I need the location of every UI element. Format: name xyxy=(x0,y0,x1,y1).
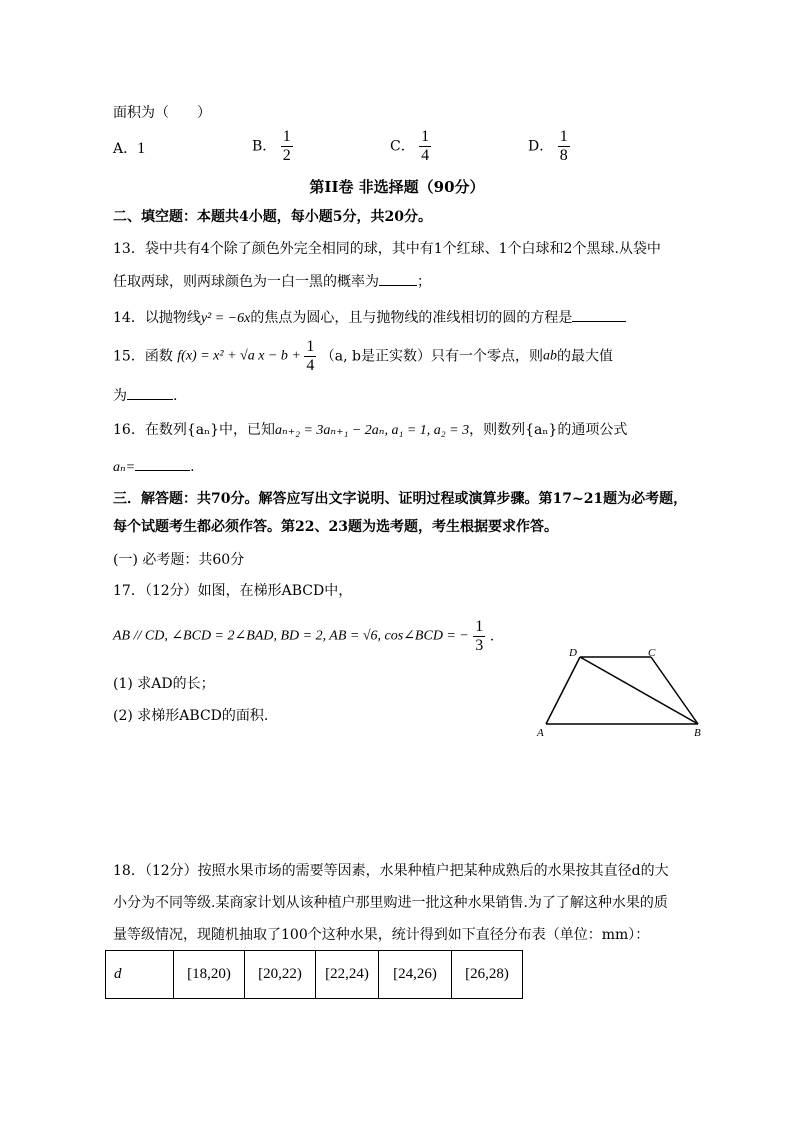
option-a-label: A． xyxy=(113,141,138,157)
q12-tail: 面积为（ ） xyxy=(113,105,211,121)
label-c: C xyxy=(648,647,656,659)
q12-option-c xyxy=(390,128,431,165)
label-a: A xyxy=(537,727,544,739)
q14-line xyxy=(113,307,626,328)
q13-text: 任取两球，则两球颜色为一白一黑的概率为 xyxy=(113,274,379,290)
frac-den: 8 xyxy=(559,147,568,164)
table-cell-bin: [20,22) xyxy=(245,951,316,999)
option-a-value: 1 xyxy=(137,140,146,157)
q17-part1: (1) 求AD的长； xyxy=(113,676,215,692)
q14-suffix: 的焦点为圆心，且与抛物线的准线相切的圆的方程是 xyxy=(250,310,573,326)
answer-blank xyxy=(127,385,173,400)
frac-num: 1 xyxy=(559,128,568,145)
option-c-fraction xyxy=(419,128,431,165)
q15-condition: （a, b是正实数）只有一个零点，则 xyxy=(320,348,543,365)
table-cell-bin: [22,24) xyxy=(316,951,379,999)
q17-part2: (2) 求梯形ABCD的面积. xyxy=(113,708,269,724)
q15-fraction xyxy=(304,338,316,375)
q15-ab: ab xyxy=(542,348,557,364)
q17-intro: 17．（12分）如图，在梯形ABCD中， xyxy=(113,583,353,599)
edge-da xyxy=(546,657,580,724)
q13-line2 xyxy=(113,271,431,291)
frac-den: 4 xyxy=(306,357,315,374)
option-d-label: D． xyxy=(528,138,554,155)
q16-suffix: ，则数列{aₙ}的通项公式 xyxy=(469,422,628,438)
q16-line2-end: . xyxy=(190,459,195,475)
q15-formula: f(x) = x² + √a x − b + xyxy=(177,348,305,364)
q12-option-a xyxy=(113,140,145,158)
q16-line1 xyxy=(113,421,627,440)
q16-line2-text: aₙ= xyxy=(113,460,136,475)
section2-header: 二、填空题：本题共4小题，每小题5分，共20分。 xyxy=(113,209,432,225)
q15-suffix: 的最大值 xyxy=(556,348,613,365)
compulsory-header: (一) 必考题：共60分 xyxy=(113,552,245,568)
label-d: D xyxy=(569,647,577,659)
answer-blank xyxy=(379,271,417,286)
answer-blank xyxy=(135,456,190,471)
q18-line1: 18．（12分）按照水果市场的需要等因素，水果种植户把某种成熟后的水果按其直径d的大 xyxy=(113,863,669,879)
q15-line2 xyxy=(113,385,177,405)
option-c-label: C． xyxy=(390,138,415,155)
frac-den: 4 xyxy=(421,147,430,164)
option-d-fraction xyxy=(558,128,570,165)
frac-num: 1 xyxy=(282,128,291,145)
option-b-fraction xyxy=(281,128,293,165)
q12-option-b xyxy=(252,128,293,165)
q13-end: ； xyxy=(417,274,431,290)
frac-den: 3 xyxy=(475,637,484,654)
q15-line2-text: 为 xyxy=(113,388,127,404)
section3-line2: 每个试题考生都必须作答。第22、23题为选考题，考生根据要求作答。 xyxy=(113,519,558,535)
q17-condition-text: AB // CD, ∠BCD = 2∠BAD, BD = 2, AB = √6, cos∠BCD = − xyxy=(113,628,469,644)
q17-condition xyxy=(113,618,494,655)
q18-line3: 量等级情况，现随机抽取了100个这种水果，统计得到如下直径分布表（单位：mm）： xyxy=(113,927,650,943)
trapezoid-figure xyxy=(530,645,710,740)
section3-line1: 三．解答题：共70分。解答应写出文字说明、证明过程或演算步骤。第17~21题为必考题， xyxy=(113,491,688,507)
option-b-label: B． xyxy=(252,138,277,155)
frac-num: 1 xyxy=(421,128,430,145)
q16-formula: aₙ₊₂ = 3aₙ₊₁ − 2aₙ, a₁ = 1, a₂ = 3 xyxy=(275,423,470,438)
table-row xyxy=(106,951,523,999)
answer-blank xyxy=(572,307,626,322)
q15-line1 xyxy=(113,338,613,375)
q14-prefix: 14．以抛物线 xyxy=(113,310,201,326)
table-cell-bin: [18,20) xyxy=(174,951,245,999)
table-cell-bin: [26,28) xyxy=(452,951,523,999)
label-b: B xyxy=(694,727,701,739)
q16-line2 xyxy=(113,456,195,477)
q18-line2: 小分为不同等级.某商家计划从该种植户那里购进一批这种水果销售.为了了解这种水果的质 xyxy=(113,895,668,911)
q15-prefix: 15．函数 xyxy=(113,348,173,365)
q17-condition-end: . xyxy=(489,628,495,645)
table-header-d: d xyxy=(106,951,174,999)
edge-cb xyxy=(651,657,698,724)
table-cell-bin: [24,26) xyxy=(379,951,452,999)
frac-den: 2 xyxy=(282,147,291,164)
diameter-distribution-table xyxy=(105,950,523,999)
q14-formula: y² = −6x xyxy=(200,311,251,326)
part2-title: 第II卷 非选择题（90分） xyxy=(309,178,485,196)
frac-num: 1 xyxy=(306,338,315,355)
q13-line1: 13．袋中共有4个除了颜色外完全相同的球，其中有1个红球、1个白球和2个黑球.从袋中 xyxy=(113,241,661,257)
q12-option-d xyxy=(528,128,570,165)
q15-line2-end: . xyxy=(173,388,178,404)
q17-fraction xyxy=(473,618,485,655)
frac-num: 1 xyxy=(475,618,484,635)
diagonal-db xyxy=(580,657,698,724)
q16-prefix: 16．在数列{aₙ}中，已知 xyxy=(113,422,276,438)
